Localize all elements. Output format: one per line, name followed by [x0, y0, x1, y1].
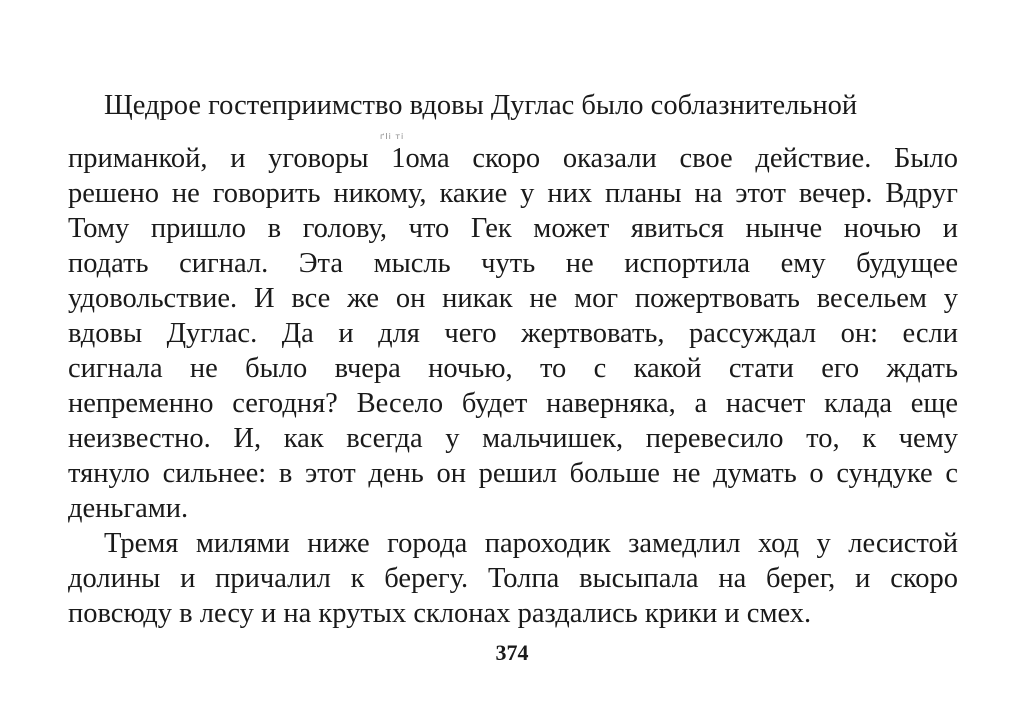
text-line-14: долины и причалил к берегу. Толпа высыпала на берег, и скоро — [68, 563, 958, 594]
text-line-7: вдовы Дуглас. Да и для чего жертвовать, рассуждал он: если — [68, 318, 958, 349]
text-line-15: повсюду в лесу и на крутых склонах раздались крики и смех. — [68, 598, 812, 629]
text-line-1: Щедрое гостеприимство вдовы Дуглас было соблазнительной — [104, 90, 858, 121]
text-line-11: тянуло сильнее: в этот день он решил больше не думать о сундуке с — [68, 458, 958, 489]
text-line-6: удовольствие. И все же он никак не мог пожертвовать весельем у — [68, 283, 958, 314]
text-line-3: решено не говорить никому, какие у них планы на этот вечер. Вдруг — [68, 178, 958, 209]
text-line-2: приманкой, и уговоры 1ома скоро оказали свое действие. Было — [68, 143, 958, 174]
text-line-10: неизвестно. И, как всегда у мальчишек, перевесило то, к чему — [68, 423, 958, 454]
document-page — [68, 88, 958, 631]
text-line-12: деньгами. — [68, 493, 189, 524]
text-line-8: сигнала не было вчера ночью, то с какой стати его ждать — [68, 353, 958, 384]
page-number: 374 — [495, 640, 529, 665]
text-line-4: Тому пришло в голову, что Гек может явиться нынче ночью и — [68, 213, 958, 244]
text-line-13: Тремя милями ниже города пароходик замедлил ход у лесистой — [104, 528, 958, 559]
text-line-9: непременно сегодня? Весело будет наверняка, а насчет клада еще — [68, 388, 958, 419]
scan-artifact: ґІі ті — [380, 132, 405, 141]
text-line-5: подать сигнал. Эта мысль чуть не испортила ему будущее — [68, 248, 958, 279]
